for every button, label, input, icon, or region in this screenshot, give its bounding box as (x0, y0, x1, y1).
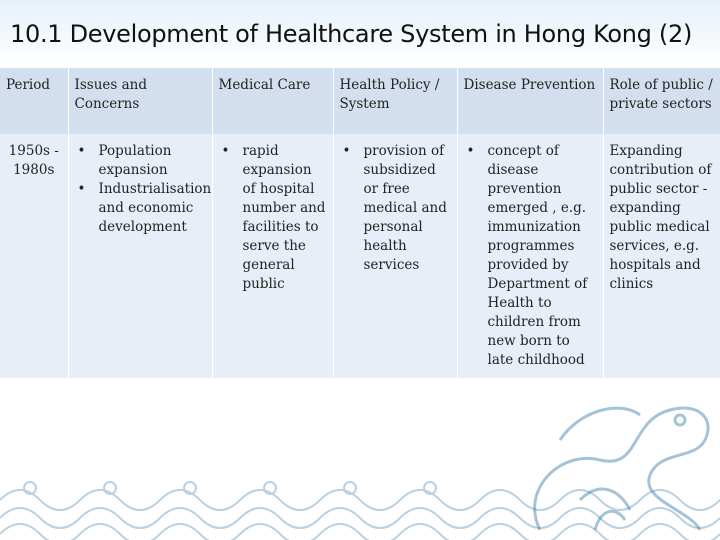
decorative-dragon-waves-image (0, 380, 720, 540)
healthcare-development-table (0, 68, 720, 378)
cell-health-policy (333, 134, 457, 378)
header-health-policy: Health Policy / System (333, 68, 457, 134)
issues-item: • Population expansion (99, 142, 206, 180)
header-disease-prevention: Disease Prevention (457, 68, 603, 134)
dragon-shape (535, 408, 708, 530)
cell-issues (68, 134, 212, 378)
issues-item: • Industrialisation and economic development (99, 180, 206, 237)
header-medical-care: Medical Care (212, 68, 333, 134)
cell-period: 1950s - 1980s (0, 134, 68, 378)
header-role: Role of public / private sectors (603, 68, 720, 134)
cell-role: Expanding contribution of public sector - expanding public medical services, e.g. hospitals and clinics (603, 134, 720, 378)
cell-disease-prevention (457, 134, 603, 378)
header-period: Period (0, 68, 68, 134)
table-row (0, 134, 720, 378)
health-policy-item: • provision of subsidized or free medical and personal health services (364, 142, 451, 275)
slide-title: 10.1 Development of Healthcare System in Hong Kong (2) (10, 20, 693, 48)
table-header-row (0, 68, 720, 134)
disease-prevention-item: • concept of disease prevention emerged , e.g. immunization programmes provided by Department of Health to children from new born to late childhood (488, 142, 597, 370)
header-issues: Issues and Concerns (68, 68, 212, 134)
cell-medical-care (212, 134, 333, 378)
medical-care-item: • rapid expansion of hospital number and facilities to serve the general public (243, 142, 327, 294)
